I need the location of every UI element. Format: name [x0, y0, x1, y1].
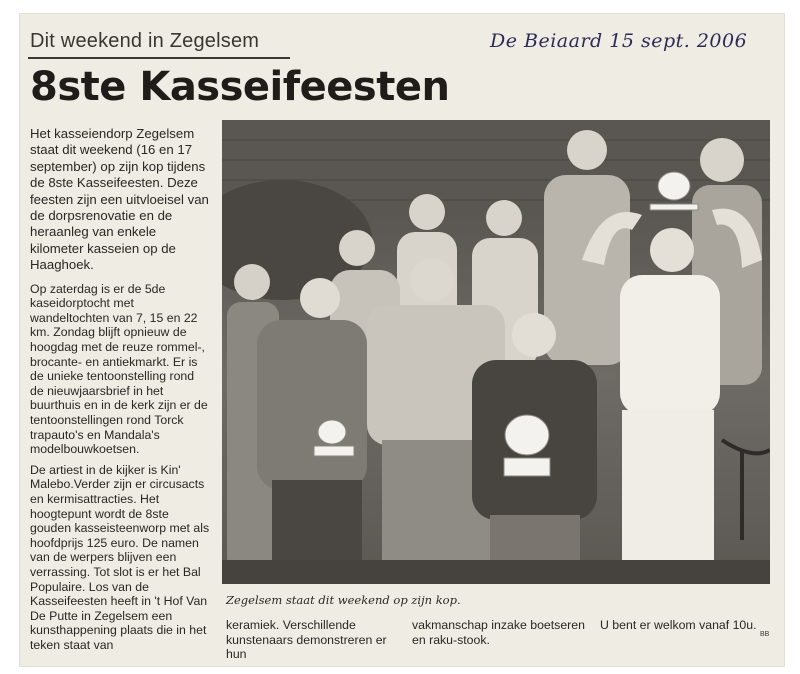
- kicker-underline: [28, 57, 290, 59]
- group-photo: [222, 120, 770, 584]
- bottom-column-3: U bent er welkom vanaf 10u.: [600, 618, 757, 632]
- bottom-column-2: vakmanschap inzake boetseren en raku-stook.: [412, 618, 585, 647]
- handwritten-source-note: De Beiaard 15 sept. 2006: [490, 30, 748, 52]
- article-lead: Het kasseiendorp Zegelsem staat dit weekend (16 en 17 september) op zijn kop tijdens de 8ste Kasseifeesten. Deze feesten zijn een uitvloeisel van de dorpsrenovatie en de heraanleg van enkele kilometer kasseien op de Haaghoek.: [30, 126, 209, 273]
- photo-caption: Zegelsem staat dit weekend op zijn kop.: [226, 593, 461, 607]
- article-headline: 8ste Kasseifeesten: [30, 64, 450, 110]
- article-column-1: [30, 126, 210, 659]
- article-paragraph-2: De artiest in de kijker is Kin' Malebo.Verder zijn er circusacts en kermisattracties. Het hoogtepunt wordt de 8ste gouden kasseisteenworp met als hoofdprijs 125 euro. De namen van de werpers blijven een verrassing. Tot slot is er het Bal Populaire. Los van de Kasseifeesten heeft in 't Hof Van De Putte in Zegelsem een kunsthappening plaats die in het teken staat van: [30, 462, 210, 652]
- article-paragraph-1: Op zaterdag is er de 5de kaseidorptocht met wandeltochten van 7, 15 en 22 km. Zondag blijft opnieuw de hoogdag met de reuze rommel-, brocante- en antiekmarkt. Er is de unieke tentoonstelling rond de nieuwjaarsbrief in het buurthuis en in de kerk zijn er de tentoonstellingen rond Torck trapauto's en Mandala's modelbouwkoetsen.: [30, 281, 208, 457]
- group-photo-illustration: [222, 120, 770, 584]
- section-kicker: Dit weekend in Zegelsem: [30, 30, 260, 52]
- author-initials: BB: [760, 631, 770, 638]
- bottom-column-1: keramiek. Verschillende kunstenaars demonstreren er hun: [226, 618, 387, 662]
